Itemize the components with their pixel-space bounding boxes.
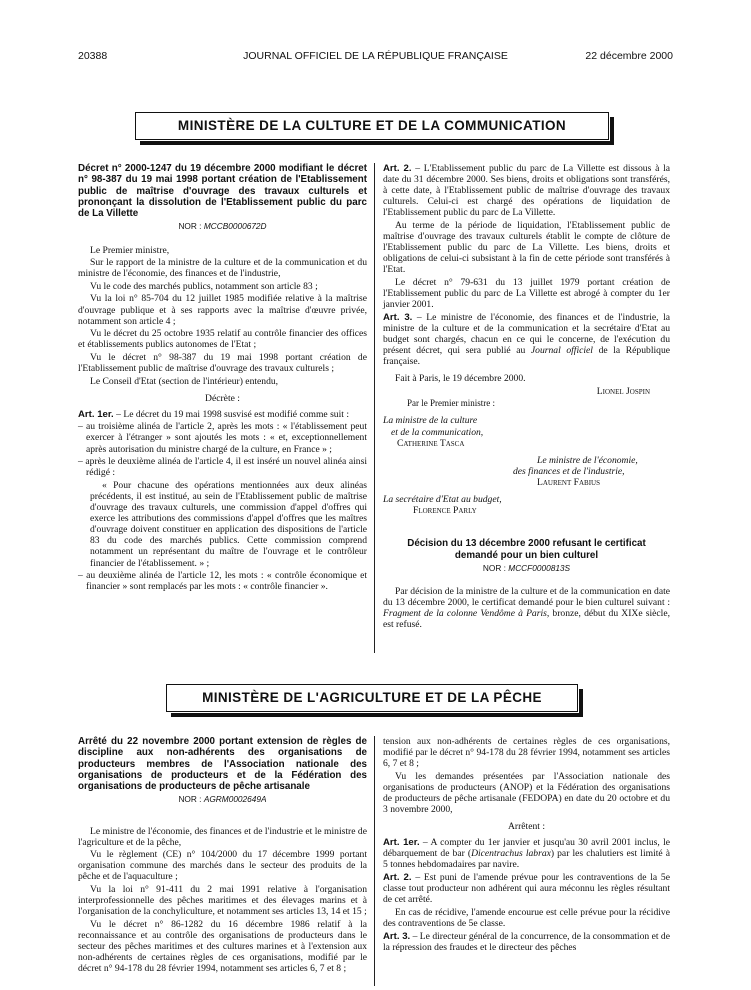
issue-date: 22 décembre 2000: [585, 50, 673, 62]
arrete-visa-5: Vu les demandes présentées par l'Association nationale des organisations de producteurs (ANOP) et la Fédération des organisations de producteurs de pêche artisanale (FEDOPA) en date du 20 octobre et du 3 novembre 2000,: [383, 770, 670, 816]
arrete-visa-3: Vu la loi n° 91-411 du 2 mai 1991 relative à l'organisation interprofessionnelle des pêches maritimes et des élevages marins et à l'organisation de la conchyliculture, et notamment ses articles 13, 14 et 15 ;: [78, 884, 367, 918]
ministry-agriculture-heading: [166, 684, 578, 712]
signature-parly: Florence Parly: [413, 505, 477, 517]
arrete-art2-p2: En cas de récidive, l'amende encourue est celle prévue pour la récidive des contraventions de 5e classe.: [383, 906, 670, 929]
page-number: 20388: [78, 50, 108, 62]
decision-text: Par décision de la ministre de la culture et de la communication en date du 13 décembre 2000, le certificat demandé pour le bien culturel suivant : Fragment de la colonne Vendôme à Paris, bronze, début du XIXe siècle, est refusé.: [383, 585, 670, 631]
decret-title: Décret n° 2000-1247 du 19 décembre 2000 modifiant le décret n° 98-387 du 19 mai 1998 portant création de l'Etablissement public de maîtrise d'ouvrage des travaux culturels et prononçant la dissolution de l'Etablissement public du parc de La Villette: [78, 163, 367, 220]
signature-fabius: Laurent Fabius: [537, 476, 600, 488]
decret-art1-quote: « Pour chacune des opérations mentionnées aux deux alinéas précédents, il est institué, au sein de l'Etablissement public de maîtrise d'ouvrage des travaux culturels, une commission d'appel d'offres qui exerce les attributions des commissions d'appel d'offres que les maîtres d'ouvrage doivent constituer en application des dispositions de l'article 83 du code des marchés publics. Cette commission comprend notamment un représentant du maître de l'ouvrage et le contrôleur financier de l'établissement. » ;: [90, 479, 367, 569]
arrete-visa-1: Le ministre de l'économie, des finances et de l'industrie et le ministre de l'agriculture et de la pêche,: [78, 825, 367, 848]
decret-visa-2: Vu le code des marchés publics, notamment son article 83 ;: [90, 280, 318, 292]
arrete-nor: NOR : AGRM0002649A: [178, 794, 267, 805]
arrete-title: Arrêté du 22 novembre 2000 portant extension de règles de discipline aux non-adhérents des organisations de producteurs membres de l'Association nationale des organisations de producteurs et de la Fédération des organisations de producteurs de pêche artisanale: [78, 736, 367, 793]
ministre-economie-line1: Le ministre de l'économie,: [537, 454, 638, 466]
signature-jospin: Lionel Jospin: [596, 385, 650, 397]
decret-nor: NOR : MCCB0000672D: [178, 221, 267, 232]
arrete-nor-code: AGRM0002649A: [203, 794, 267, 805]
arrete-art2: Art. 2. – Est puni de l'amende prévue pour les contraventions de la 5e classe tout producteur non adhérent qui aura méconnu les règles résultant de cet arrêté.: [383, 872, 670, 906]
decision-title: Décision du 13 décembre 2000 refusant le certificat demandé pour un bien culturel: [407, 538, 646, 561]
arrete-art3: Art. 3. – Le directeur général de la concurrence, de la consommation et de la répression des fraudes et le directeur des pêches: [383, 930, 670, 953]
arrete-visa-4: Vu le décret n° 86-1282 du 16 décembre 1986 relatif à la reconnaissance et au contrôle des organisations de producteurs dans le secteur des pêches maritimes et des cultures marines et à l'extension aux non-adhérents de certaines règles de ces organisations, modifié par le décret n° 94-178 du 28 février 1994, notamment ses articles 6, 7 et 8 ;: [78, 918, 367, 975]
decret-art2-p2: Au terme de la période de liquidation, l'Etablissement public de maîtrise d'ouvrage des travaux culturels établit le compte de clôture de l'Etablissement public du parc de La Villette. Les biens, droits et obligations de celui-ci subsistant à la fin de cette période sont transférés à l'Etat.: [383, 219, 670, 276]
decision-nor: NOR : MCCF0000813S: [482, 562, 571, 573]
decret-art1: Art. 1er. – Le décret du 19 mai 1998 susvisé est modifié comme suit :: [78, 408, 350, 420]
column-divider-1: [374, 163, 375, 653]
decret-visa-3: Vu la loi n° 85-704 du 12 juillet 1985 modifiée relative à la maîtrise d'ouvrage publique et à ses rapports avec la maîtrise d'œuvre privée, notamment son article 4 ;: [78, 293, 367, 327]
signature-tasca: Catherine Tasca: [397, 437, 465, 449]
decret-nor-code: MCCB0000672D: [203, 221, 267, 232]
arrete-column-right: [383, 736, 670, 954]
secretaire-budget: La secrétaire d'Etat au budget,: [383, 494, 502, 506]
ministry-culture-label: MINISTÈRE DE LA CULTURE ET DE LA COMMUNICATION: [177, 118, 567, 133]
journal-title: JOURNAL OFFICIEL DE LA RÉPUBLIQUE FRANÇAISE: [243, 50, 508, 62]
decret-visa-4: Vu le décret du 25 octobre 1935 relatif au contrôle financier des offices et établissements publics autonomes de l'Etat ;: [78, 328, 367, 351]
decret-art1-bullet-3: – au deuxième alinéa de l'article 12, les mots : « contrôle économique et financier » sont remplacés par les mots : « contrôle financier ».: [78, 570, 367, 593]
ministry-culture-heading: [135, 112, 609, 140]
decision-nor-code: MCCF0000813S: [508, 562, 571, 573]
par-premier-ministre: Par le Premier ministre :: [407, 398, 495, 409]
decret-art3: Art. 3. – Le ministre de l'économie, des finances et de l'industrie, la ministre de la culture et de la communication et la secrétaire d'Etat au budget sont chargés, chacun en ce qui le concerne, de l'exécution du présent décret, qui sera publié au Journal officiel de la République française.: [383, 311, 670, 368]
decret-art2: Art. 2. – L'Etablissement public du parc de La Villette est dissous à la date du 31 décembre 2000. Ses biens, droits et obligations sont transférés, à cette date, à l'Etablissement public de maîtrise d'ouvrage des travaux culturels. Celui-ci est chargé des opérations de liquidation de l'Etablissement public du parc de La Villette.: [383, 163, 670, 219]
decret-column-left: [78, 163, 367, 594]
decrete: Décrète :: [205, 392, 240, 404]
arrete-visa-2: Vu le règlement (CE) n° 104/2000 du 17 décembre 1999 portant organisation commune des marchés dans le secteur des produits de la pêche et de l'aquaculture ;: [78, 849, 367, 883]
arrete-visa-4-continued: tension aux non-adhérents de certaines règles de ces organisations, modifié par le décret n° 94-178 du 28 février 1994, notamment ses articles 6, 7 et 8 ;: [383, 736, 670, 770]
decret-art1-bullet-1: – au troisième alinéa de l'article 2, après les mots : « l'établissement peut exercer à l'étranger » sont ajoutés les mots : « et, exceptionnellement après autorisation du ministre chargé de la culture, en France » ;: [78, 421, 367, 455]
decret-visa-1: Sur le rapport de la ministre de la culture et de la communication et du ministre de l'économie, des finances et de l'industrie,: [78, 257, 367, 280]
column-divider-2: [374, 736, 375, 986]
decret-premier: Le Premier ministre,: [90, 244, 170, 256]
ministre-culture-line2: et de la communication,: [391, 426, 484, 438]
decret-column-right: [383, 163, 670, 632]
arrete-art1: Art. 1er. – A compter du 1er janvier et jusqu'au 30 avril 2001 inclus, le débarquement de bar (Dicentrachus labrax) par les chalutiers est limité à 5 tonnes hebdomadaires par navire.: [383, 837, 670, 871]
arretent: Arrêtent :: [507, 821, 546, 833]
arrete-column-left: [78, 736, 367, 975]
decret-visa-5: Vu le décret n° 98-387 du 19 mai 1998 portant création de l'Etablissement public de maîtrise d'ouvrage des travaux culturels ;: [78, 351, 367, 375]
decret-visa-6: Le Conseil d'Etat (section de l'intérieur) entendu,: [90, 375, 279, 387]
ministre-culture-line1: La ministre de la culture: [383, 415, 478, 427]
decret-art2-p3: Le décret n° 79-631 du 13 juillet 1979 portant création de l'Etablissement public du parc de La Villette est abrogé à compter du 1er janvier 2001.: [383, 276, 670, 311]
ministry-agriculture-label: MINISTÈRE DE L'AGRICULTURE ET DE LA PÊCHE: [202, 690, 542, 705]
ministre-economie-line2: des finances et de l'industrie,: [513, 465, 625, 477]
decret-fait: Fait à Paris, le 19 décembre 2000.: [395, 373, 526, 385]
decret-art1-bullet-2: – après le deuxième alinéa de l'article 4, il est inséré un nouvel alinéa ainsi rédigé :: [78, 456, 367, 479]
